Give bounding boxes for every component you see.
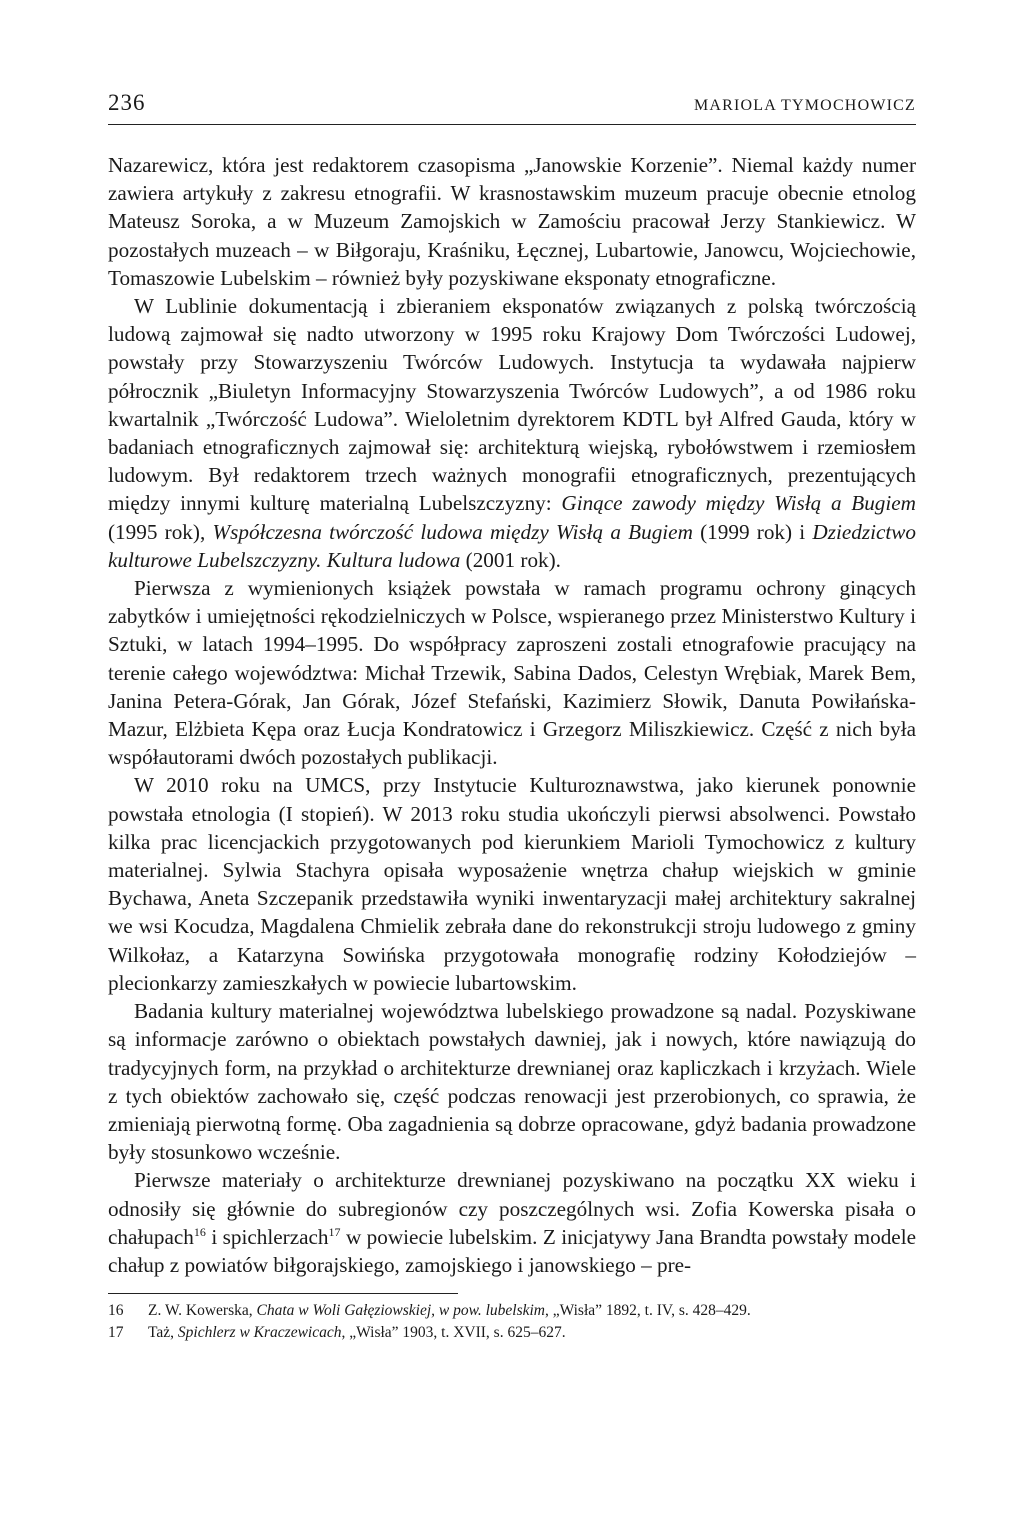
running-head — [108, 90, 916, 125]
paragraph-3: Pierwsza z wymienionych książek powstała w ramach programu ochrony ginących zabytków i umiejętności rękodzielniczych w Polsce, wspieranego przez Ministerstwo Kultury i Sztuki, w latach 1994–1995. Do współpracy zaproszeni zostali etnografowie pracujący na terenie całego województwa: Michał Trzewik, Sabina Dados, Celestyn Wrębiak, Marek Bem, Janina Petera-Górak, Jan Górak, Józef Stefański, Kazimierz Słowik, Danuta Powiłańska-Mazur, Elżbieta Kępa oraz Łucja Kondratowicz i Grzegorz Miliszkiewicz. Część z nich była współautorami dwóch pozostałych publikacji. — [108, 576, 916, 770]
page — [108, 90, 916, 1344]
paragraph-2-text-c: (1999 rok) i — [692, 519, 813, 544]
book-title-wspolczesna-tworczosc: Współczesna twórczość ludowa między Wisłą a Bugiem — [212, 519, 693, 544]
footnote-number: 17 — [108, 1324, 124, 1342]
paragraph-6 — [108, 1166, 916, 1279]
footnote-ref-17[interactable]: 17 — [328, 1224, 341, 1239]
footnote-author: Taż, — [148, 1324, 178, 1342]
paragraph-6-text-c: w powiecie lubelskim. Z inicjatywy Jana Brandta powstały modele chałup z powiatów biłgorajskiego, zamojskiego i janowskiego – pre- — [108, 1224, 916, 1277]
footnote-text — [148, 1300, 751, 1322]
book-title-dziedzictwo-kulturowe: Dziedzictwo kulturowe Lubelszczyzny. Kultura ludowa — [108, 519, 916, 572]
paragraph-2-text-d: (2001 rok). — [460, 547, 561, 572]
footnote-title: Spichlerz w Kraczewicach — [177, 1324, 342, 1342]
paragraph-6-text-b: i spichlerzach — [205, 1224, 329, 1249]
book-title-ginace-zawody: Ginące zawody między Wisłą a Bugiem — [561, 491, 916, 516]
paragraph-2 — [108, 292, 916, 574]
body-text — [108, 151, 916, 1279]
paragraph-2-text-b: (1995 rok), — [108, 519, 213, 544]
paragraph-5: Badania kultury materialnej województwa lubelskiego prowadzone są nadal. Pozyskiwane są informacje zarówno o obiektach powstałych dawniej, jak i nowych, które nawiązują do tradycyjnych form, na przykład o architekturze drewnianej oraz kapliczkach i krzyżach. Wiele z tych obiektów zachowało się, część podczas renowacji jest przerobionych, co sprawia, że zmieniają pierwotną formę. Oba zagadnienia są dobrze opracowane, gdyż badania prowadzone były stosunkowo wcześnie. — [108, 999, 916, 1165]
footnote-number: 16 — [108, 1302, 124, 1320]
footnotes-divider — [108, 1293, 751, 1344]
running-head-author: MARIOLA TYMOCHOWICZ — [693, 97, 916, 114]
paragraph-1: Nazarewicz, która jest redaktorem czasopisma „Janowskie Korzenie”. Niemal każdy numer zawiera artykuły z zakresu etnografii. W krasnostawskim muzeum pracuje obecnie etnolog Mateusz Soroka, a w Muzeum Zamojskich w Zamościu pracował Jerzy Stankiewicz. W pozostałych muzeach – w Biłgoraju, Kraśniku, Łęcznej, Lubartowie, Janowcu, Wojciechowie, Tomaszowie Lubelskim – również były pozyskiwane eksponaty etnograficzne. — [108, 153, 916, 290]
footnote-list — [108, 1300, 916, 1344]
footnote-source: , „Wisła” 1892, t. IV, s. 428–429. — [544, 1302, 751, 1320]
paragraph-6-text-a: Pierwsze materiały o architekturze drewnianej pozyskiwano na początku XX wieku i odnosiły się głównie do subregionów czy poszczególnych wsi. Zofia Kowerska pisała o chałupach — [108, 1168, 916, 1249]
paragraph-4: W 2010 roku na UMCS, przy Instytucie Kulturoznawstwa, jako kierunek ponownie powstała etnologia (I stopień). W 2013 roku studia ukończyli pierwsi absolwenci. Powstało kilka prac licencjackich przygotowanych pod kierunkiem Marioli Tymochowicz z kultury materialnej. Sylwia Stachyra opisała wyposażenie wnętrza chałup wiejskich w gminie Bychawa, Aneta Szczepanik przedstawiła wyniki inwentaryzacji małej architektury sakralnej we wsi Kocudza, Magdalena Chmielik zebrała dane do rekonstrukcji stroju ludowego z gminy Wilkołaz, a Katarzyna Sowińska przygotowała monografię rodziny Kołodziejów – plecionkarzy zamieszkałych w powiecie lubartowskim. — [108, 773, 916, 995]
page-number: 236 — [108, 90, 146, 115]
footnote-16 — [108, 1300, 916, 1322]
footnote-source: , „Wisła” 1903, t. XVII, s. 625–627. — [341, 1324, 566, 1342]
footnote-author: Z. W. Kowerska, — [148, 1302, 257, 1320]
paragraph-2-text-a: W Lublinie dokumentacją i zbieraniem eksponatów związanych z polską twórczością ludową zajmował się nadto utworzony w 1995 roku Krajowy Dom Twórczości Ludowej, powstały przy Stowarzyszeniu Twórców Ludowych. Instytucja ta wydawała najpierw półrocznik „Biuletyn Informacyjny Stowarzyszenia Twórców Ludowych”, a od 1986 roku kwartalnik „Twórczość Ludowa”. Wieloletnim dyrektorem KDTL był Alfred Gauda, który w badaniach etnograficznych zajmował się: architekturą wiejską, rybołówstwem i rzemiosłem ludowym. Był redaktorem trzech ważnych monografii etnograficznych, prezentujących między innymi kulturę materialną Lubelszczyzny: — [108, 294, 916, 516]
footnote-title: Chata w Woli Gałęziowskiej, w pow. lubelskim — [256, 1302, 545, 1320]
footnote-text — [148, 1322, 566, 1344]
footnote-ref-16[interactable]: 16 — [193, 1224, 206, 1239]
footnote-17 — [108, 1322, 916, 1344]
